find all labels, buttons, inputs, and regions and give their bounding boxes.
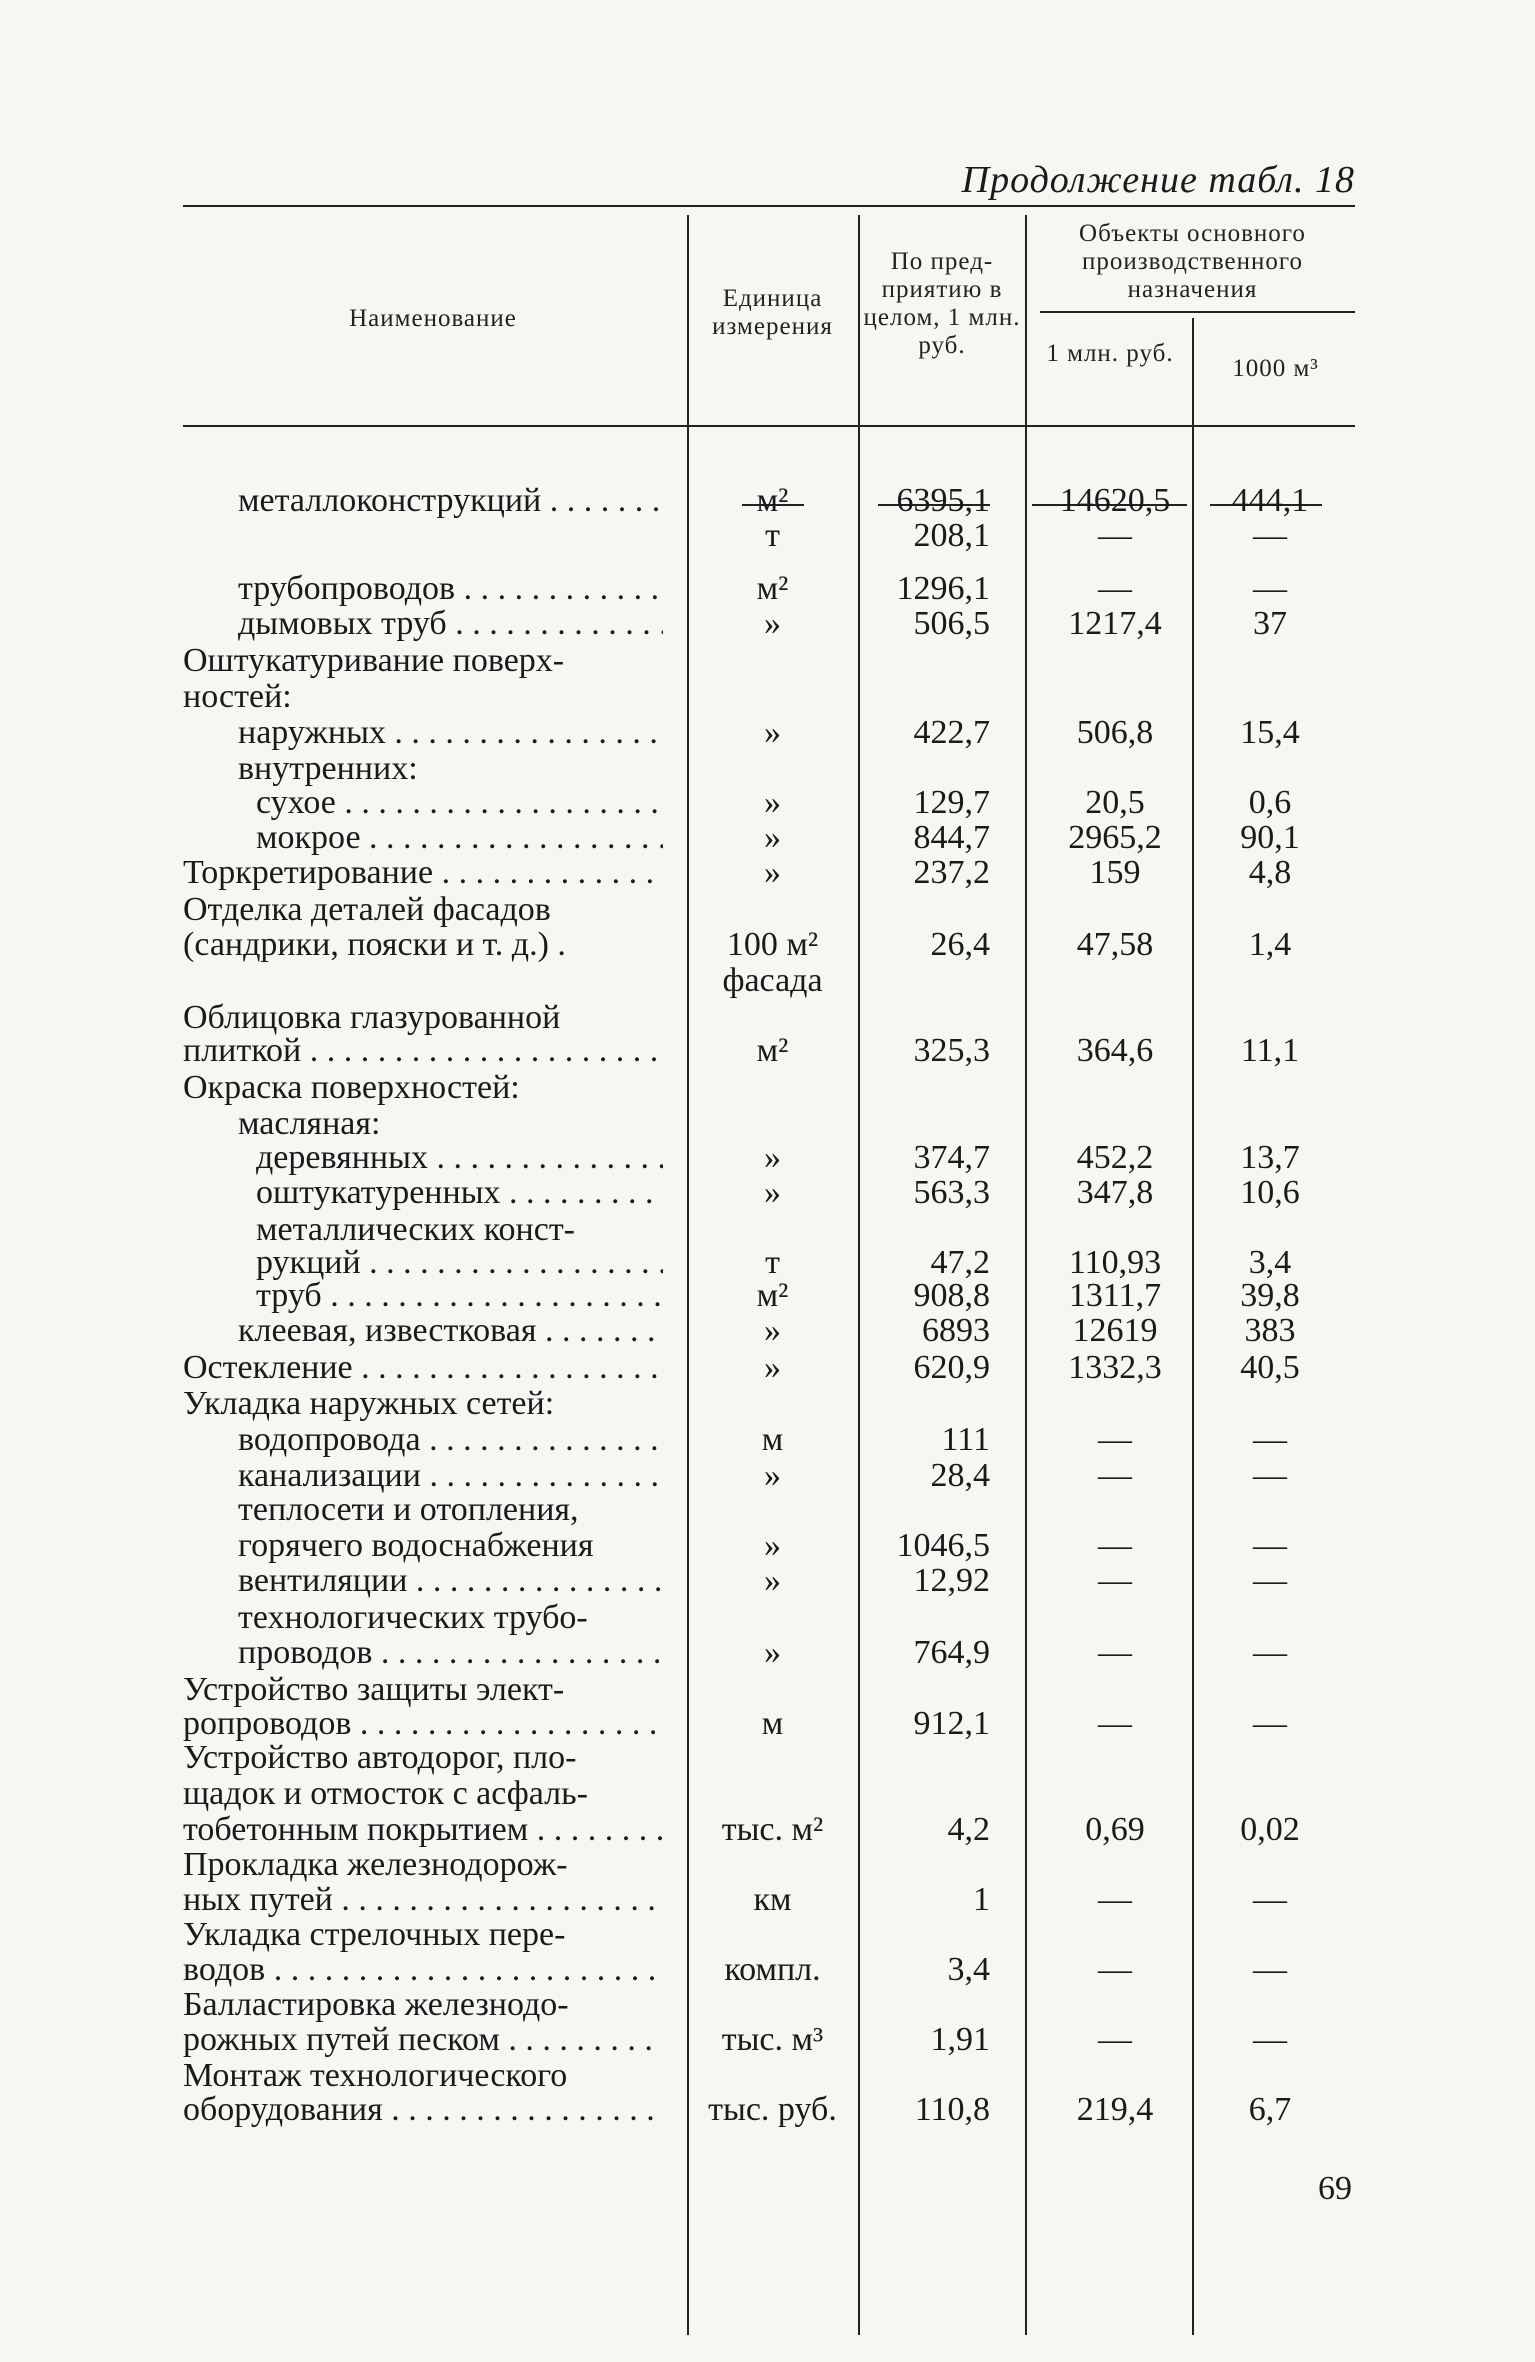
row-name: тобетонным покрытием . . .	[183, 1812, 663, 1848]
row-name: водов . . .	[183, 1952, 663, 1988]
row-name: технологических трубо-	[238, 1600, 588, 1636]
row-name: плиткой . . .	[183, 1033, 663, 1069]
row-value-per-1000: 37	[1253, 605, 1287, 642]
row-name: вентиляции . . .	[238, 1563, 663, 1599]
row-value-per-1000: 0,02	[1240, 1811, 1300, 1848]
row-name: проводов . . .	[238, 1635, 663, 1671]
row-name: металлоконструкций . . .	[238, 483, 663, 519]
row-unit: »	[764, 1527, 781, 1564]
row-name: ностей:	[183, 679, 292, 715]
col-line-2	[858, 215, 860, 2335]
row-value-per-1000: —	[1253, 517, 1287, 554]
row-value-per-mln: 12619	[1072, 1312, 1158, 1349]
row-name: щадок и отмосток с асфаль-	[183, 1776, 588, 1812]
row-unit: »	[764, 714, 781, 751]
row-name: Оштукатуривание поверх-	[183, 643, 565, 679]
row-name: масляная:	[238, 1106, 381, 1142]
header-bottom-rule	[183, 425, 1355, 427]
row-unit: тыс. м²	[721, 1811, 824, 1848]
row-unit: »	[764, 1349, 781, 1386]
page-number: 69	[1318, 2170, 1352, 2207]
row-value-per-1000: 4,8	[1248, 854, 1292, 891]
row-unit: т	[765, 517, 780, 554]
row-value-per-mln: 0,69	[1085, 1811, 1145, 1848]
row-value-per-mln: —	[1098, 570, 1132, 607]
row-value-total: 110,8	[914, 2091, 990, 2128]
row-value-per-1000: —	[1253, 570, 1287, 607]
row-value-total: 208,1	[913, 517, 990, 554]
row-value-total: 47,2	[930, 1244, 990, 1281]
row-name: оштукатуренных . . .	[256, 1175, 663, 1211]
row-unit: »	[764, 819, 781, 856]
row-value-total: 325,3	[913, 1032, 990, 1069]
row-name: Прокладка железнодорож-	[183, 1847, 568, 1883]
row-value-per-1000: 90,1	[1240, 819, 1300, 856]
row-value-total: 506,5	[913, 605, 990, 642]
row-name: оборудования . . .	[183, 2092, 663, 2128]
row-name: горячего водоснабжения	[238, 1528, 594, 1564]
row-name: мокрое . . .	[256, 820, 663, 856]
row-unit: м²	[756, 1032, 789, 1069]
row-name: Остекление . . .	[183, 1350, 663, 1386]
row-value-per-mln: 47,58	[1076, 926, 1154, 963]
row-value-per-mln: 1332,3	[1068, 1349, 1162, 1386]
row-value-total: 6893	[922, 1312, 990, 1349]
row-name: клеевая, известковая . . .	[238, 1313, 663, 1349]
row-unit: м²	[756, 482, 789, 519]
row-name: (сандрики, пояски и т. д.) .	[183, 927, 566, 963]
header-total: По пред- приятию в целом, 1 млн. руб.	[863, 248, 1021, 359]
row-value-per-1000: —	[1253, 1881, 1287, 1918]
header-objects: Объекты основного производственного назначения	[1079, 220, 1306, 303]
row-value-per-mln: —	[1098, 1457, 1132, 1494]
row-value-per-1000: 39,8	[1240, 1277, 1300, 1314]
row-value-per-1000: —	[1253, 1421, 1287, 1458]
row-value-total: 908,8	[913, 1277, 990, 1314]
row-value-per-mln: —	[1098, 1562, 1132, 1599]
row-value-total: 3,4	[947, 1951, 990, 1988]
row-value-per-mln: 1311,7	[1068, 1277, 1162, 1314]
row-unit: м²	[756, 570, 789, 607]
row-value-per-1000: 40,5	[1240, 1349, 1300, 1386]
row-value-per-1000: 3,4	[1248, 1244, 1292, 1281]
row-value-total: 111	[941, 1421, 990, 1458]
header-per-mln: 1 млн. руб.	[1046, 340, 1174, 367]
row-unit: »	[764, 605, 781, 642]
row-value-total: 4,2	[947, 1811, 990, 1848]
row-value-per-1000: —	[1253, 2021, 1287, 2058]
row-name: Окраска поверхностей:	[183, 1070, 520, 1106]
header-unit: Единица измерения	[712, 285, 833, 340]
row-value-per-mln: 1217,4	[1068, 605, 1162, 642]
row-unit: м	[761, 1705, 784, 1742]
row-unit: тыс. руб.	[708, 2091, 837, 2128]
row-unit: компл.	[724, 1951, 821, 1988]
row-value-total: 422,7	[913, 714, 990, 751]
row-value-per-mln: —	[1098, 1634, 1132, 1671]
row-unit: фасада	[722, 962, 823, 999]
row-value-per-1000: 11,1	[1240, 1032, 1300, 1069]
row-value-total: 28,4	[930, 1457, 990, 1494]
row-name: водопровода . . .	[238, 1422, 663, 1458]
row-value-per-1000: —	[1253, 1457, 1287, 1494]
row-value-per-mln: —	[1098, 1951, 1132, 1988]
row-name: ропроводов . . .	[183, 1706, 663, 1742]
row-name: Облицовка глазурованной	[183, 1000, 561, 1036]
row-name: теплосети и отопления,	[238, 1492, 579, 1528]
row-name: Балластировка железнодо-	[183, 1987, 569, 2023]
row-value-total: 1,91	[930, 2021, 990, 2058]
row-unit: »	[764, 1139, 781, 1176]
row-value-per-mln: 347,8	[1076, 1174, 1154, 1211]
row-name: внутренних:	[238, 751, 418, 787]
row-value-per-mln: —	[1098, 1421, 1132, 1458]
row-name: Торкретирование . . .	[183, 855, 663, 891]
row-name: канализации . . .	[238, 1458, 663, 1494]
row-name: сухое . . .	[256, 785, 663, 821]
row-value-per-1000: —	[1253, 1705, 1287, 1742]
row-name: наружных . . .	[238, 715, 663, 751]
row-value-total: 764,9	[913, 1634, 990, 1671]
row-unit: т	[765, 1244, 780, 1281]
row-value-per-1000: —	[1253, 1562, 1287, 1599]
row-unit: тыс. м³	[721, 2021, 824, 2058]
row-value-per-1000: 0,6	[1248, 784, 1292, 821]
row-name: Отделка деталей фасадов	[183, 892, 551, 928]
row-value-total: 237,2	[913, 854, 990, 891]
row-unit: км	[753, 1881, 792, 1918]
row-value-per-mln: 20,5	[1085, 784, 1145, 821]
row-unit: 100 м²	[726, 926, 819, 963]
row-unit: »	[764, 1312, 781, 1349]
row-unit: »	[764, 1174, 781, 1211]
row-unit: м	[761, 1421, 784, 1458]
row-value-per-mln: 2965,2	[1068, 819, 1162, 856]
row-value-per-mln: 452,2	[1076, 1139, 1154, 1176]
row-unit: »	[764, 1634, 781, 1671]
row-value-per-mln: —	[1098, 1881, 1132, 1918]
row-value-total: 129,7	[913, 784, 990, 821]
row-value-per-1000: —	[1253, 1634, 1287, 1671]
row-value-total: 1	[973, 1881, 990, 1918]
row-value-per-1000: 383	[1244, 1312, 1296, 1349]
row-value-total: 1046,5	[896, 1527, 990, 1564]
row-value-per-1000: —	[1253, 1527, 1287, 1564]
row-value-total: 620,9	[913, 1349, 990, 1386]
row-value-total: 912,1	[913, 1705, 990, 1742]
table-top-rule	[183, 205, 1355, 207]
row-value-per-mln: 219,4	[1076, 2091, 1154, 2128]
row-value-per-mln: 110,93	[1068, 1244, 1162, 1281]
row-value-per-1000: 444,1	[1231, 482, 1309, 519]
objects-subheader-rule	[1040, 311, 1355, 313]
row-name: металлических конст-	[256, 1212, 575, 1248]
row-unit: м²	[756, 1277, 789, 1314]
row-name: трубопроводов . . .	[238, 571, 663, 607]
row-value-per-1000: 10,6	[1240, 1174, 1300, 1211]
row-value-per-mln: —	[1098, 2021, 1132, 2058]
row-value-per-mln: —	[1098, 1527, 1132, 1564]
row-unit: »	[764, 1562, 781, 1599]
row-value-total: 374,7	[913, 1139, 990, 1176]
table-caption: Продолжение табл. 18	[961, 159, 1355, 201]
row-unit: »	[764, 854, 781, 891]
row-value-per-1000: 1,4	[1248, 926, 1292, 963]
row-name: рукций . . .	[256, 1245, 663, 1281]
row-value-per-mln: 506,8	[1076, 714, 1154, 751]
row-value-total: 844,7	[913, 819, 990, 856]
row-value-per-1000: 15,4	[1240, 714, 1300, 751]
col-line-1	[687, 215, 689, 2335]
row-name: Укладка наружных сетей:	[183, 1386, 555, 1422]
row-name: труб . . .	[256, 1278, 663, 1314]
row-value-total: 1296,1	[896, 570, 990, 607]
row-name: деревянных . . .	[256, 1140, 663, 1176]
row-value-per-mln: 159	[1089, 854, 1141, 891]
row-value-per-1000: —	[1253, 1951, 1287, 1988]
row-name: Устройство автодорог, пло-	[183, 1740, 577, 1776]
row-value-total: 6395,1	[896, 482, 990, 519]
row-unit: »	[764, 1457, 781, 1494]
row-value-per-mln: 364,6	[1076, 1032, 1154, 1069]
row-name: дымовых труб . . .	[238, 606, 663, 642]
col-line-3	[1025, 215, 1027, 2335]
header-name: Наименование	[349, 305, 517, 332]
row-value-per-mln: 14620,5	[1059, 482, 1171, 519]
row-unit: »	[764, 784, 781, 821]
header-per-1000: 1000 м³	[1232, 355, 1319, 382]
row-name: рожных путей песком . . .	[183, 2022, 663, 2058]
row-value-total: 12,92	[913, 1562, 990, 1599]
row-value-per-mln: —	[1098, 1705, 1132, 1742]
row-name: Укладка стрелочных пере-	[183, 1917, 566, 1953]
row-value-per-mln: —	[1098, 517, 1132, 554]
row-value-total: 26,4	[930, 926, 990, 963]
row-name: Устройство защиты элект-	[183, 1672, 565, 1708]
row-value-total: 563,3	[913, 1174, 990, 1211]
row-value-per-1000: 13,7	[1240, 1139, 1300, 1176]
row-name: Монтаж технологического	[183, 2058, 568, 2094]
row-name: ных путей . . .	[183, 1882, 663, 1918]
row-value-per-1000: 6,7	[1248, 2091, 1292, 2128]
